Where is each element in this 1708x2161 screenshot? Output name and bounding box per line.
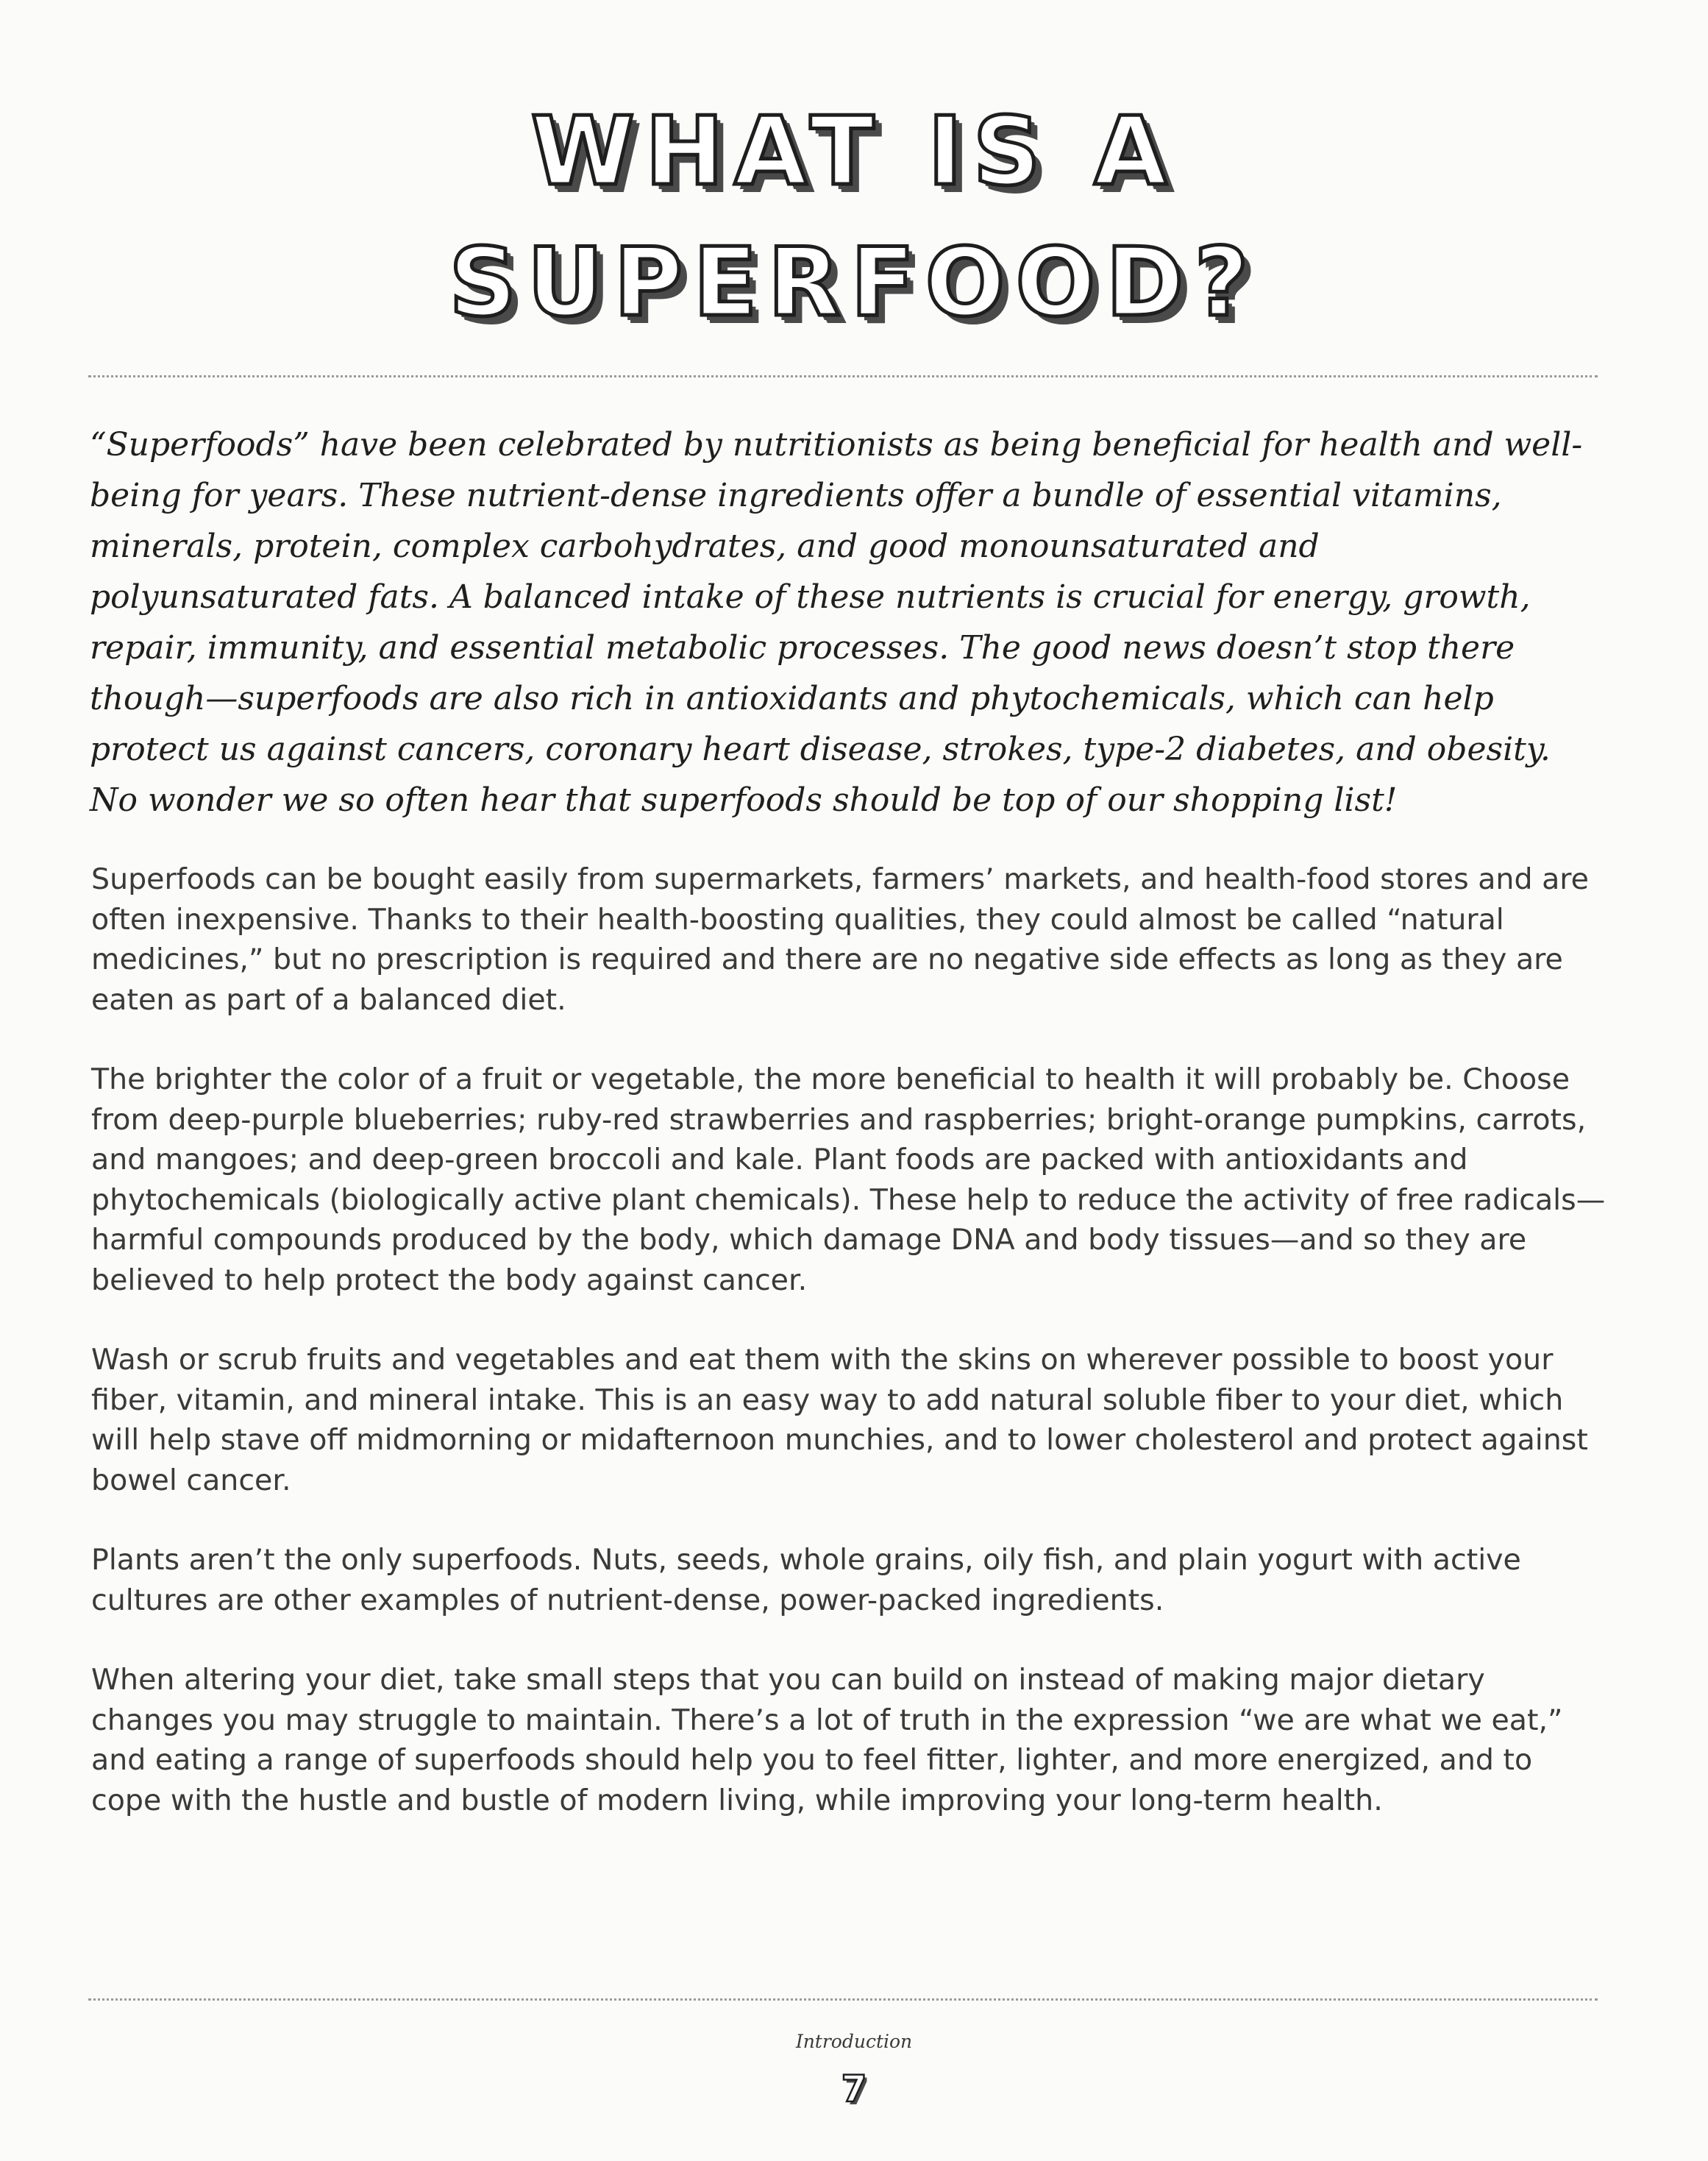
body-paragraph-1: Superfoods can be bought easily from supermarkets, farmers’ markets, and health-food stores and are often inexpensive. Thanks to their health-boosting qualities, they could almost be called “natural medicines,” but no prescription is required and there are no negative side effects as long as they are eaten as part of a balanced diet. (91, 862, 1589, 1017)
page-title-line-2: SUPERFOOD? (449, 228, 1259, 338)
bottom-divider (88, 1998, 1598, 2001)
intro-paragraph: “Superfoods” have been celebrated by nutritionists as being beneficial for health and well-being for years. These nutrient-dense ingredients offer a bundle of essential vitamins, minerals, protein, complex carbohydrates, and good monounsaturated and polyunsaturated fats. A balanced intake of these nutrients is crucial for energy, growth, repair, immunity, and essential metabolic processes. The good news doesn’t stop there though—superfoods are also rich in antioxidants and phytochemicals, which can help protect us against cancers, coronary heart disease, strokes, type-2 diabetes, and obesity. No wonder we so often hear that superfoods should be top of our shopping list! (90, 426, 1583, 819)
body-paragraph-4: Plants aren’t the only superfoods. Nuts, seeds, whole grains, oily fish, and plain yogurt with active cultures are other examples of nutrient-dense, power-packed ingredients. (91, 1543, 1521, 1617)
page-title-line-1: WHAT IS A (530, 97, 1178, 207)
body-paragraph-2: The brighter the color of a fruit or vegetable, the more beneficial to health it will probably be. Choose from deep-purple blueberries; ruby-red strawberries and raspberries; bright-orange pumpkins, carrots, and mangoes; and deep-green broccoli and kale. Plant foods are packed with antioxidants and phytochemicals (biologically active plant chemicals). These help to reduce the activity of free radicals—harmful compounds produced by the body, which damage DNA and body tissues—and so they are believed to help protect the body against cancer. (91, 1062, 1606, 1297)
body-text (91, 859, 1606, 1860)
body-paragraph-3: Wash or scrub fruits and vegetables and eat them with the skins on wherever possible to boost your fiber, vitamin, and mineral intake. This is an easy way to add natural soluble fiber to your diet, which will help stave off midmorning or midafternoon munchies, and to lower cholesterol and protect against bowel cancer. (91, 1343, 1588, 1497)
top-divider (88, 375, 1598, 377)
page-title (0, 87, 1708, 349)
section-label: Introduction (795, 2031, 913, 2052)
body-paragraph-5: When altering your diet, take small steps that you can build on instead of making major dietary changes you may struggle to maintain. There’s a lot of truth in the expression “we are what we eat,” and eating a range of superfoods should help you to feel fitter, lighter, and more energized, and to cope with the hustle and bustle of modern living, while improving your long-term health. (91, 1663, 1563, 1817)
page-number: 7 (841, 2068, 867, 2110)
